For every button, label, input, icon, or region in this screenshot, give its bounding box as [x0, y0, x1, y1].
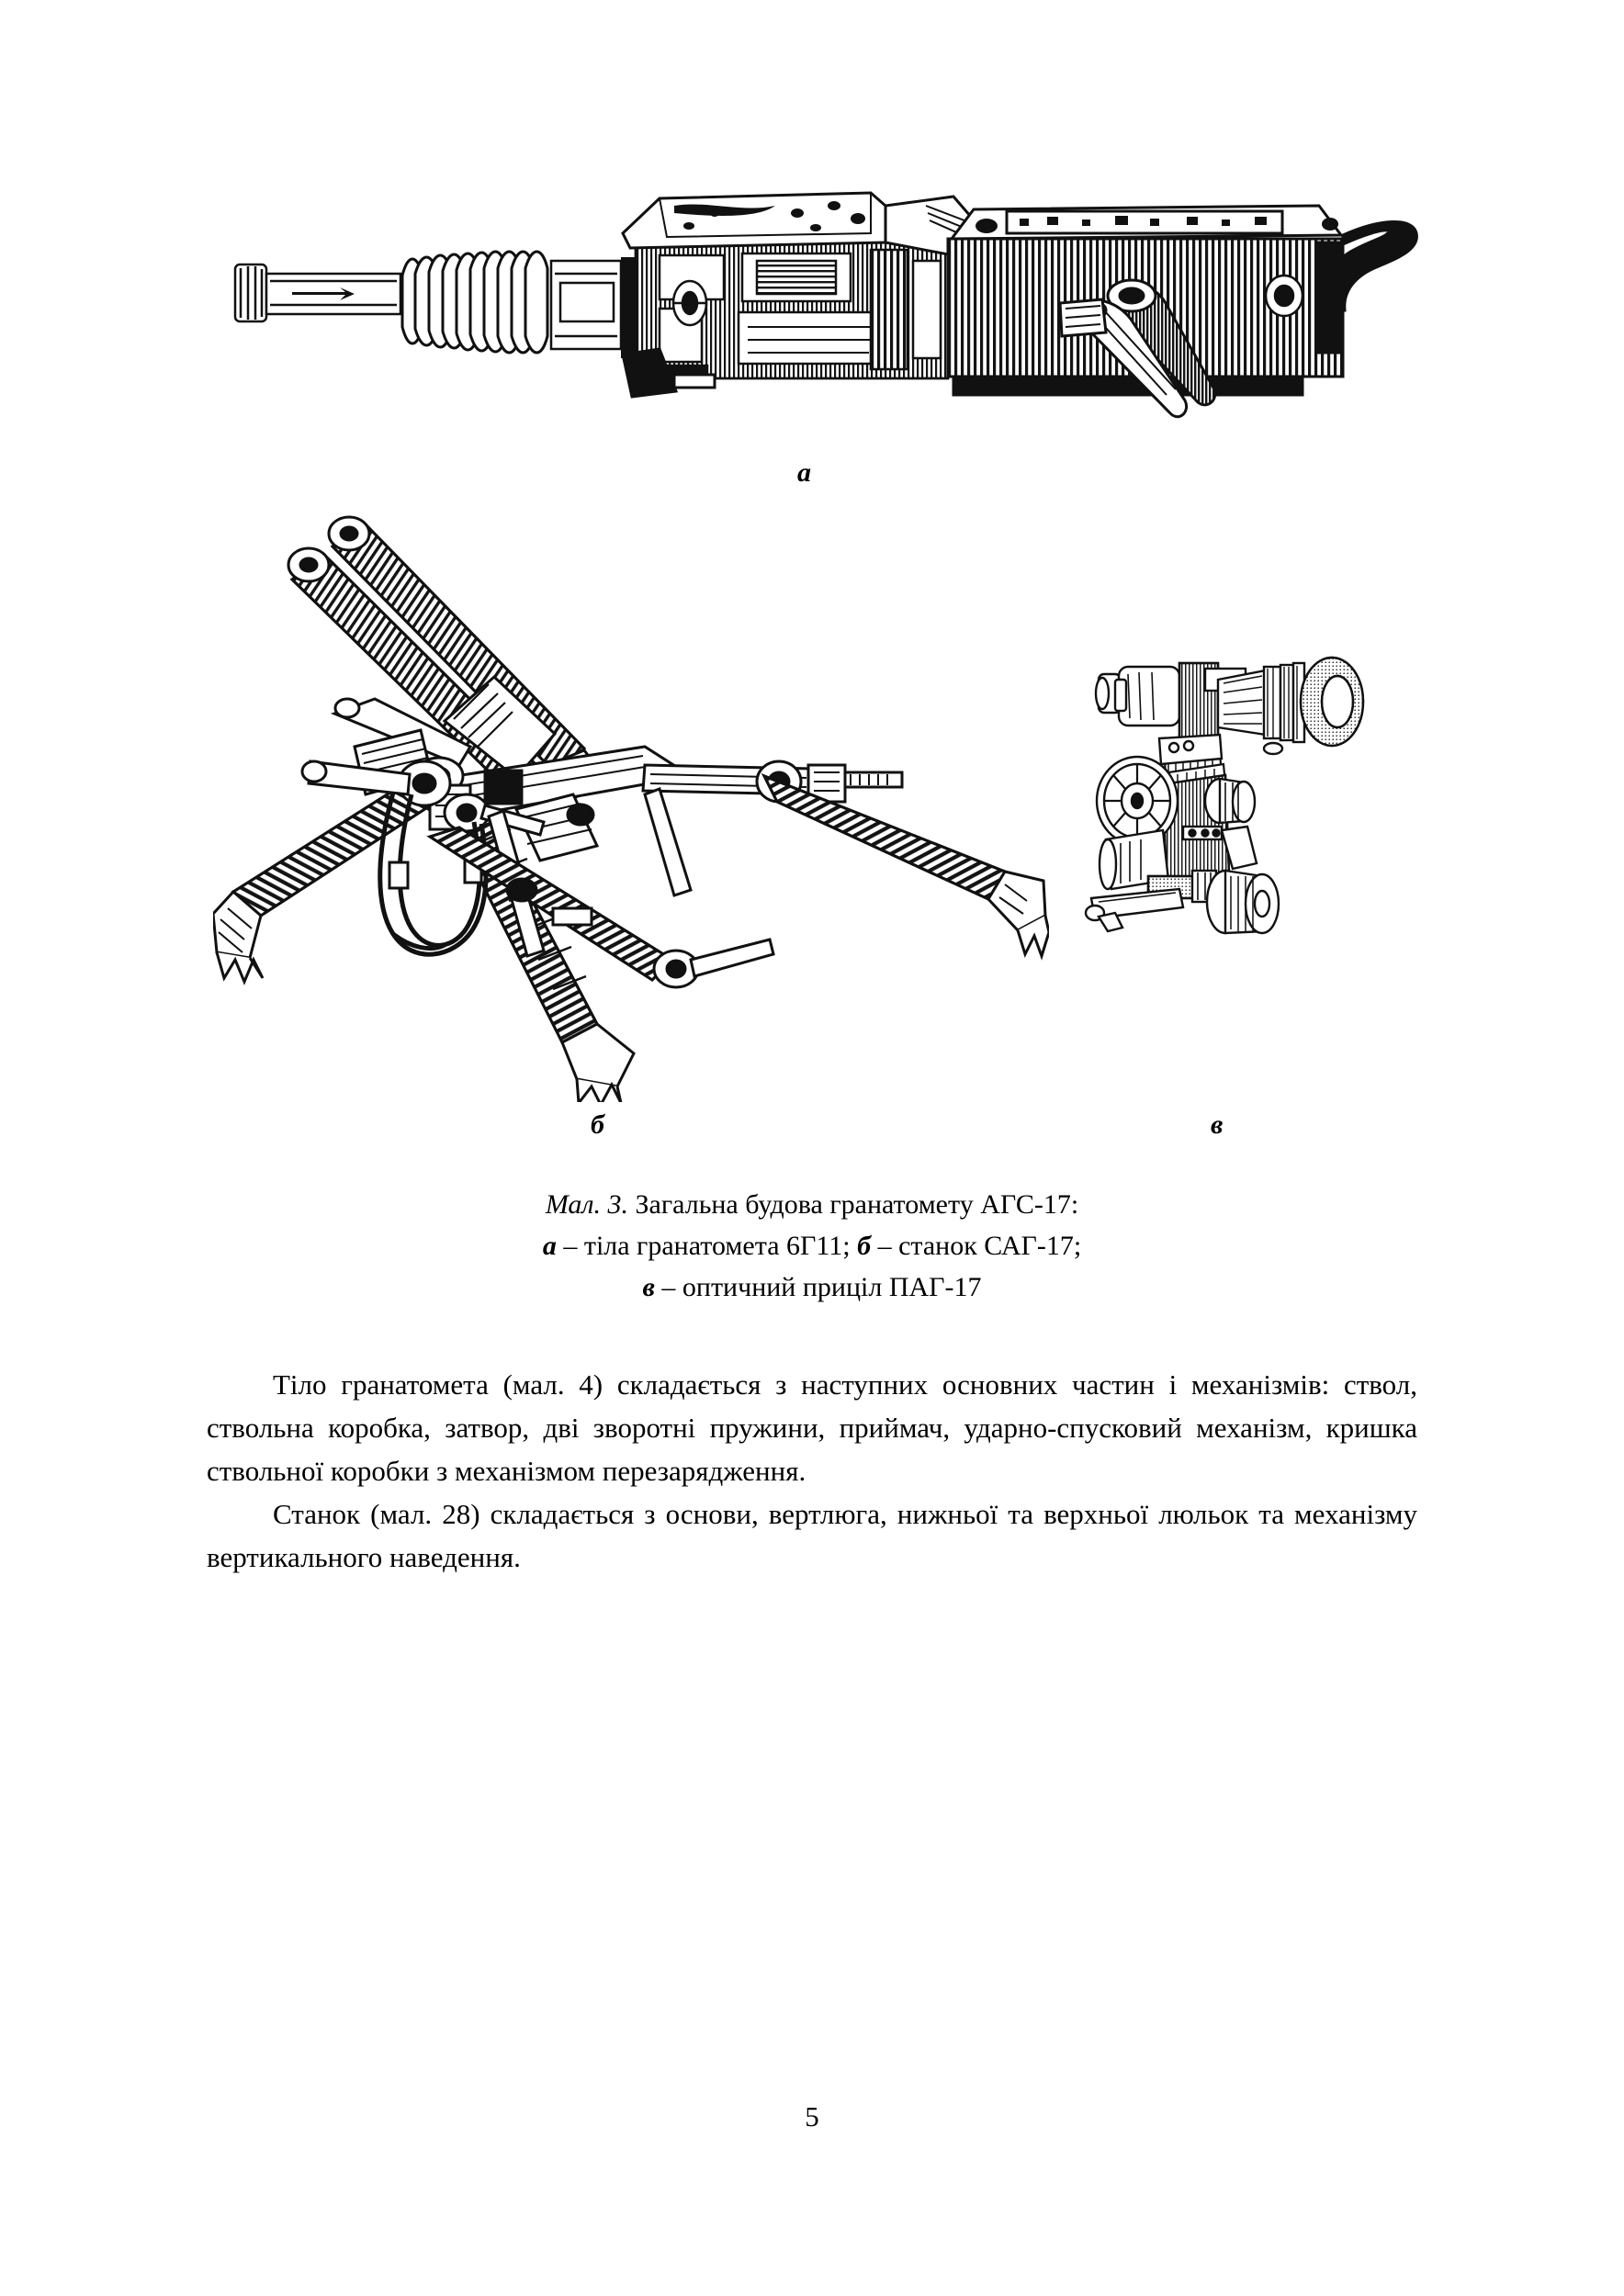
caption-line-2	[169, 1225, 1455, 1266]
caption-marker-b: б	[857, 1231, 872, 1261]
paragraph-2: Станок (мал. 28) складається з основи, вертлюга, нижньої та верхньої люльок та механізму вертикального наведення.	[207, 1498, 1417, 1573]
caption-line-3-rest: – оптичний приціл ПАГ-17	[654, 1272, 982, 1302]
caption-marker-c: в	[642, 1272, 655, 1302]
figure-label-b: б	[591, 1109, 604, 1140]
tripod-mount-drawing	[213, 501, 1049, 1102]
caption-line-2-b-rest: – станок САГ-17;	[871, 1231, 1082, 1261]
caption-line-3	[169, 1266, 1455, 1308]
figure-label-a: а	[797, 457, 811, 488]
page-number: 5	[805, 2100, 819, 2133]
launcher-body-drawing	[228, 165, 1422, 441]
paragraph-1: Тіло гранатомета (мал. 4) складається з наступних основних частин і механізмів: ствол, ствольна коробка, затвор, дві зворотні пружини, приймач, ударно-спусковий механізм, кришка ствольної коробки з механізмом перезарядження.	[207, 1368, 1417, 1487]
figure-label-c: в	[1211, 1109, 1224, 1140]
caption-figure-number: Мал. 3.	[545, 1189, 628, 1220]
caption-line-1	[169, 1184, 1455, 1225]
caption-line-2-a-rest: – тіла гранатомета 6Г11;	[556, 1231, 858, 1261]
body-text	[207, 1363, 1417, 1579]
caption-line-1-rest: Загальна будова гранатомету АГС-17:	[628, 1189, 1079, 1220]
optical-sight-drawing	[1067, 636, 1380, 939]
caption-marker-a: а	[542, 1231, 557, 1261]
figure-caption	[169, 1184, 1455, 1308]
